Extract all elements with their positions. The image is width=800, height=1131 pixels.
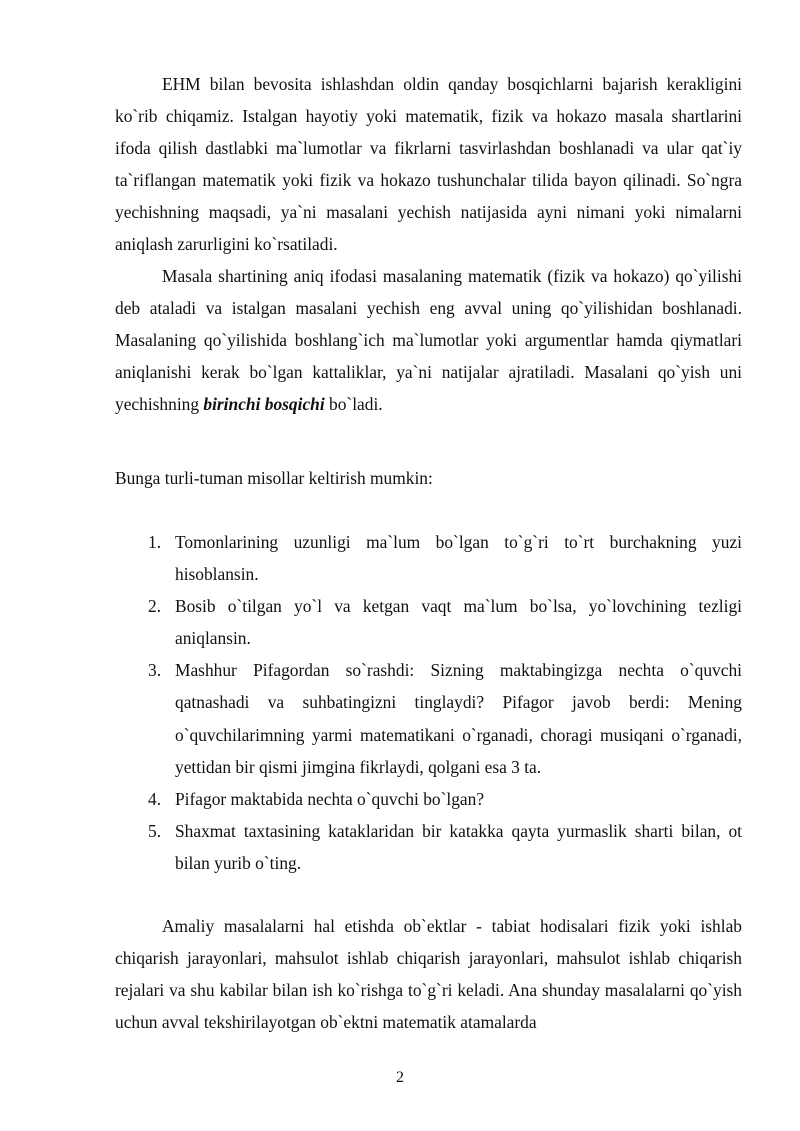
list-item-text: Shaxmat taxtasining kataklaridan bir katakka qayta yurmaslik sharti bilan, ot bilan yurib o`ting. — [175, 820, 742, 873]
list-item-text: Tomonlarining uzunligi ma`lum bo`lgan to`g`ri to`rt burchakning yuzi hisoblansin. — [175, 532, 742, 585]
list-item — [148, 815, 742, 879]
list-item-text: Mashhur Pifagordan so`rashdi: Sizning maktabingizga nechta o`quvchi qatnashadi va suhbatingizni tinglaydi? Pifagor javob berdi: Mening o`quvchilarimning yarmi matematikani o`rganadi, choragi musiqani o`rganadi, yettidan bir qismi jimgina fikrlaydi, qolgani esa 3 ta. — [175, 660, 742, 777]
paragraph-text: Masala shartining aniq ifodasi masalaning matematik (fizik va hokazo) qo`yilishi deb ataladi va istalgan masalani yechish eng avval uning qo`yilishidan boshlanadi. Masalaning qo`yilishida boshlang`ich ma`lumotlar yoki argumentlar hamda qiymatlari aniqlanishi kerak bo`lgan kattaliklar, ya`ni natijalar ajratiladi. Masalani qo`yish uni yechishning — [115, 266, 742, 415]
paragraph-problem-statement — [115, 260, 742, 420]
paragraph-intro: EHM bilan bevosita ishlashdan oldin qanday bosqichlarni bajarish kerakligini ko`rib chiqamiz. Istalgan hayotiy yoki matematik, fizik va hokazo masala shartlarini ifoda qilish dastlabki ma`lumotlar va fikrlarni tasvirlashdan boshlanadi va ular qat`iy ta`riflangan matematik yoki fizik va hokazo tushunchalar tilida bayon qilinadi. So`ngra yechishning maqsadi, ya`ni masalani yechish natijasida ayni nimani yoki nimalarni aniqlash zarurligini ko`rsatiladi. — [115, 74, 742, 255]
list-item — [148, 654, 742, 782]
paragraph-applied-problems: Amaliy masalalarni hal etishda ob`ektlar - tabiat hodisalari fizik yoki ishlab chiqarish jarayonlari, mahsulot ishlab chiqarish jarayonlari, mahsulot ishlab chiqarish rejalari va shu kabilar bilan ish ko`rishga to`g`ri keladi. Ana shunday masalalarni qo`yish uchun avval tekshirilayotgan ob`ektni matematik atamalarda — [115, 916, 742, 1033]
emphasis-first-stage: birinchi bosqichi — [203, 394, 325, 415]
list-number: 2. — [148, 596, 162, 617]
paragraph-examples-intro: Bunga turli-tuman misollar keltirish mumkin: — [115, 468, 433, 488]
list-item-text: Bosib o`tilgan yo`l va ketgan vaqt ma`lum bo`lsa, yo`lovchining tezligi aniqlansin. — [175, 596, 742, 649]
list-number: 4. — [148, 788, 162, 809]
list-item — [148, 590, 742, 654]
list-number: 1. — [148, 532, 162, 552]
page-number: 2 — [396, 1069, 404, 1086]
examples-list — [148, 526, 742, 879]
paragraph-text-end: bo`ladi. — [324, 394, 383, 415]
list-number: 3. — [148, 660, 162, 681]
list-item-text: Pifagor maktabida nechta o`quvchi bo`lgan? — [175, 788, 485, 809]
list-item — [148, 526, 742, 590]
list-number: 5. — [148, 820, 162, 841]
list-item — [148, 783, 742, 815]
